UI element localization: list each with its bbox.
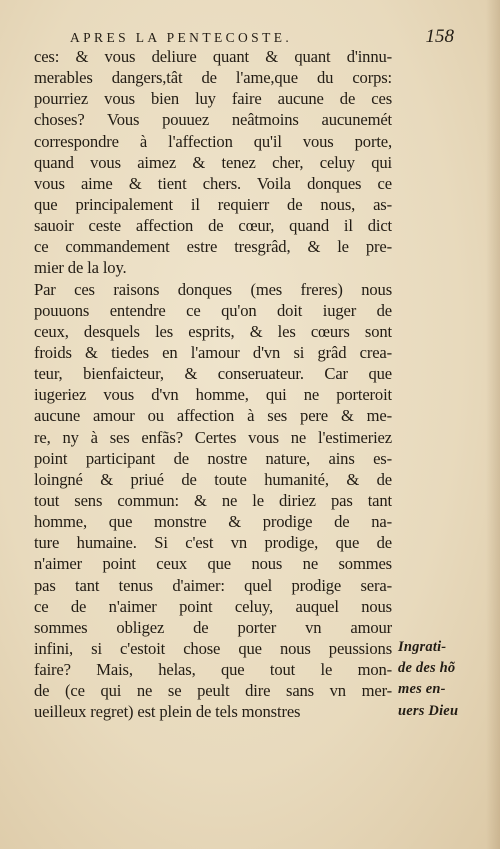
text-line: teur, bienfaicteur, & conseruateur. Car que	[34, 364, 392, 384]
margin-note-line: Ingrati-	[398, 639, 447, 655]
text-line: ce commandement estre tresgrâd, & le pre-	[34, 237, 392, 257]
text-line: ce de n'aimer point celuy, auquel nous	[34, 596, 392, 616]
text-line: choses? Vous pouuez neâtmoins aucunemét	[34, 110, 392, 130]
text-line: n'aimer point ceux que nous ne sommes	[34, 554, 392, 574]
text-line: loingné & priué de toute humanité, & de	[34, 469, 392, 489]
margin-note	[398, 637, 498, 722]
text-line: ueilleux regret) est plein de tels monstres	[34, 702, 301, 722]
page-number: 158	[425, 26, 454, 47]
text-line: merables dangers,tât de l'ame,que du corps:	[34, 68, 392, 88]
text-line: faire? Mais, helas, que tout le mon-	[34, 660, 392, 680]
text-line: sommes obligez de porter vn amour	[34, 617, 392, 637]
text-line: tout sens commun: & ne le diriez pas tant	[34, 490, 392, 510]
text-line: pouuons entendre ce qu'on doit iuger de	[34, 300, 392, 320]
margin-note-line: de des hõ	[398, 660, 456, 677]
text-line: froids & tiedes en l'amour d'vn si grâd crea-	[34, 342, 392, 362]
text-line: correspondre à l'affection qu'il vous porte,	[34, 131, 392, 151]
text-line: point participant de nostre nature, ains es-	[34, 448, 392, 468]
text-line: ture humaine. Si c'est vn prodige, que de	[34, 533, 392, 553]
text-line: ceux, desquels les esprits, & les cœurs sont	[34, 321, 392, 341]
running-head: APRES LA PENTECOSTE.	[70, 30, 293, 45]
text-line: aucune amour ou affection à ses pere & me-	[34, 406, 392, 426]
text-line: pourriez vous bien luy faire aucune de ces	[34, 89, 392, 109]
text-line: Par ces raisons donques (mes freres) nous	[34, 279, 392, 299]
body-text	[34, 46, 392, 723]
text-line: homme, que monstre & prodige de na-	[34, 512, 392, 532]
text-line: vous aime & tient chers. Voila donques ce	[34, 173, 392, 193]
text-line: ces: & vous deliure quant & quant d'innu-	[34, 47, 392, 66]
text-line: que principalement il requierr de nous, as-	[34, 194, 392, 214]
text-line: de (ce qui ne se peult dire sans vn mer-	[34, 681, 392, 701]
text-line: sauoir ceste affection de cœur, quand il dict	[34, 216, 392, 236]
text-line: pas tant tenus d'aimer: quel prodige sera-	[34, 575, 392, 595]
text-line: re, ny à ses enfãs? Certes vous ne l'estimeriez	[34, 427, 392, 447]
text-line: mier de la loy.	[34, 258, 127, 278]
text-line: infini, si c'estoit chose que nous peussions	[34, 638, 392, 658]
text-line: iugeriez vous d'vn homme, qui ne porteroit	[34, 385, 392, 405]
margin-note-line: mes en-	[398, 681, 446, 698]
text-line: quand vous aimez & tenez cher, celuy qui	[34, 152, 392, 172]
margin-note-line: uers Dieu	[398, 702, 459, 719]
